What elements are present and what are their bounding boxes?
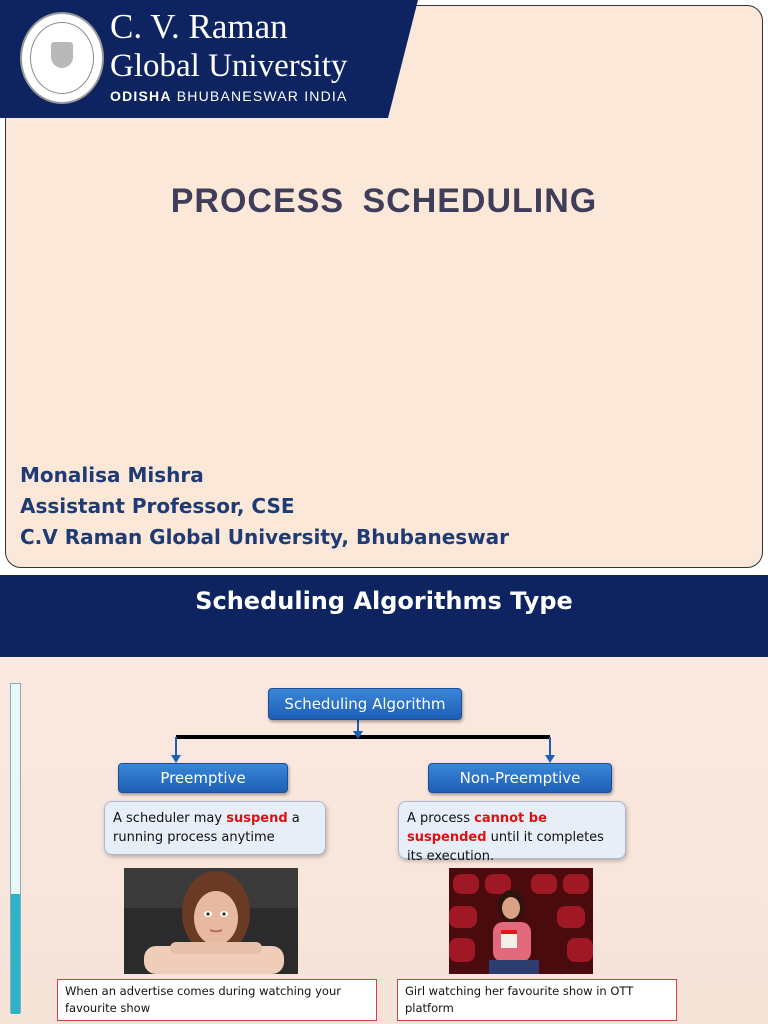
preemptive-node: Preemptive xyxy=(118,763,288,793)
author-name: Monalisa Mishra xyxy=(20,463,204,487)
brand-city: BHUBANESWAR INDIA xyxy=(176,88,348,104)
slide-title: Scheduling Algorithms Type xyxy=(195,587,573,615)
author-affiliation: C.V Raman Global University, Bhubaneswar xyxy=(20,525,510,549)
tree-connectors xyxy=(0,575,768,1024)
preemptive-desc-start: A scheduler may xyxy=(113,811,227,826)
preemptive-desc-end: a running process anytime xyxy=(113,811,300,845)
algorithms-slide xyxy=(0,575,768,1024)
non-preemptive-desc-highlight: cannot be suspended xyxy=(407,811,547,845)
slide-title: PROCESS SCHEDULING xyxy=(170,182,598,220)
preemptive-description xyxy=(104,801,326,855)
non-preemptive-node: Non-Preemptive xyxy=(428,763,612,793)
author-designation: Assistant Professor, CSE xyxy=(20,494,295,518)
brand-name-line1: C. V. Raman xyxy=(110,7,288,46)
brand-name-line2: Global University xyxy=(110,48,348,84)
author-block xyxy=(20,460,509,553)
scheduling-algorithm-node: Scheduling Algorithm xyxy=(268,688,462,720)
non-preemptive-description xyxy=(398,801,626,864)
non-preemptive-desc-start: A process xyxy=(407,811,475,826)
brand-state: ODISHA xyxy=(110,88,172,104)
brand-location xyxy=(110,88,348,104)
non-preemptive-example-caption: Girl watching her favourite show in OTT platform xyxy=(397,979,677,1021)
preemptive-example-caption: When an advertise comes during watching your favourite show xyxy=(57,979,377,1021)
university-header xyxy=(0,0,418,118)
preemptive-desc-highlight: suspend xyxy=(226,811,288,826)
non-preemptive-desc-end: until it completes its execution. xyxy=(407,830,604,864)
girl-watching-photo xyxy=(449,868,593,974)
university-seal-logo xyxy=(20,12,104,104)
bored-woman-photo xyxy=(124,868,298,974)
